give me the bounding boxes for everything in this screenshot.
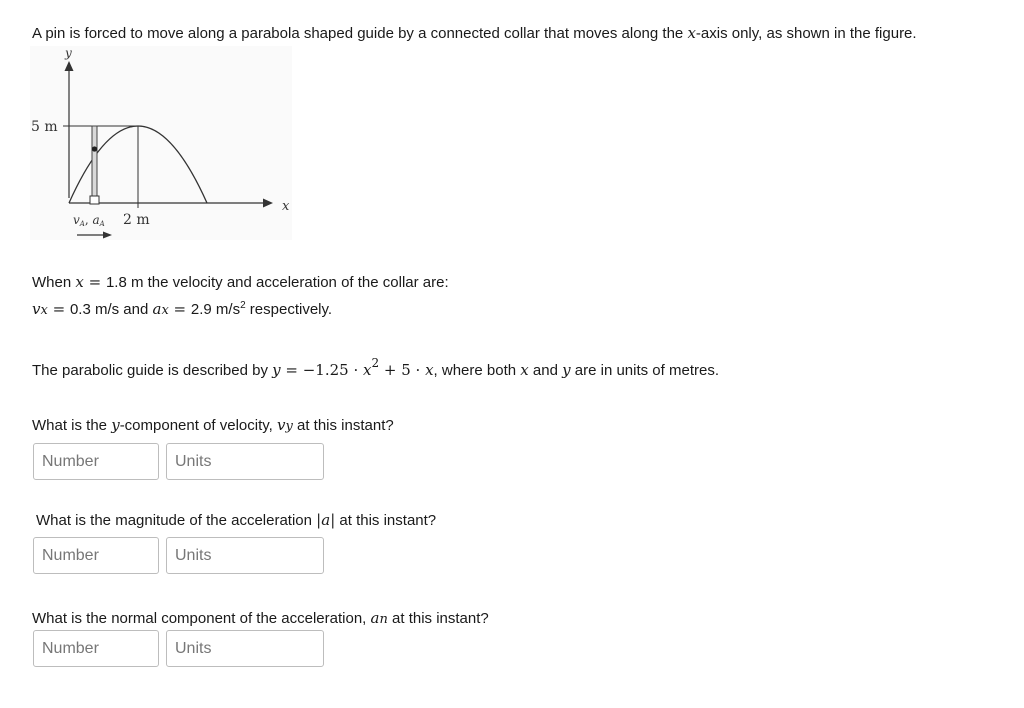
guide-var-y: y xyxy=(272,361,281,379)
guide-and: and xyxy=(528,362,563,379)
an-number-input[interactable] xyxy=(33,630,159,667)
height-label: 5 m xyxy=(31,119,58,135)
vx-value: 0.3 m/s and xyxy=(69,301,153,318)
guide-var-x3: x xyxy=(520,361,529,379)
collar-motion-label: vA, aA xyxy=(73,213,105,228)
collar-rod xyxy=(92,126,97,200)
an-symbol: a xyxy=(370,609,380,627)
accel-symbol: a xyxy=(321,511,331,529)
accel-units-input[interactable] xyxy=(166,537,324,574)
guide-exponent: 2 xyxy=(371,356,380,370)
abs-bar-right: | xyxy=(330,511,336,529)
guide-var-y2: y xyxy=(562,361,571,379)
y-axis-label: y xyxy=(65,46,72,60)
ax-exponent: 2 xyxy=(240,300,246,311)
question-normal-accel xyxy=(32,609,489,627)
pin xyxy=(92,146,97,151)
guide-var-x: x xyxy=(363,361,372,379)
question-text: What is the xyxy=(32,417,112,434)
given-tail: respectively. xyxy=(245,301,333,318)
collar-motion-arrow-icon xyxy=(103,232,112,239)
collar xyxy=(90,196,99,204)
x-axis-label: x xyxy=(282,199,290,214)
y-axis-arrow-icon xyxy=(65,61,74,71)
guide-text: The parabolic guide is described by xyxy=(32,362,273,379)
question-vy xyxy=(32,416,394,434)
given-line-2 xyxy=(32,300,332,318)
question-text-end: at this instant? xyxy=(292,417,394,434)
ax-equals: = xyxy=(168,300,191,318)
guide-text-2: , where both xyxy=(433,362,521,379)
given-text: When xyxy=(32,274,76,291)
an-subscript: n xyxy=(379,612,388,627)
guide-linear-term: + 5 · xyxy=(379,361,426,379)
guide-coefficient: = −1.25 · xyxy=(280,361,364,379)
x-axis-arrow-icon xyxy=(263,199,273,208)
intro-text: A pin is forced to move along a parabola shaped guide by a connected collar that moves along the xyxy=(32,25,688,42)
question-var-y: y xyxy=(111,416,120,434)
question-text-end: at this instant? xyxy=(335,512,437,529)
vx-subscript: x xyxy=(40,303,48,318)
vy-symbol: v xyxy=(276,416,286,434)
given-var-x: x xyxy=(75,273,84,291)
vy-number-input[interactable] xyxy=(33,443,159,480)
accel-number-input[interactable] xyxy=(33,537,159,574)
width-label: 2 m xyxy=(123,212,150,228)
given-line-1 xyxy=(32,273,449,291)
parabola-figure xyxy=(30,46,292,240)
given-equals: = xyxy=(83,273,106,291)
ax-subscript: x xyxy=(161,303,169,318)
intro-text-end: -axis only, as shown in the figure. xyxy=(695,25,917,42)
given-text-end: 1.8 m the velocity and acceleration of the collar are: xyxy=(105,274,449,291)
question-text: What is the magnitude of the acceleration xyxy=(36,512,317,529)
question-text-end: at this instant? xyxy=(387,610,489,627)
ax-symbol: a xyxy=(152,300,162,318)
guide-equation-line xyxy=(32,356,719,379)
problem-intro xyxy=(32,24,917,42)
an-units-input[interactable] xyxy=(166,630,324,667)
guide-var-x2: x xyxy=(425,361,434,379)
vx-symbol: v xyxy=(32,300,41,318)
question-accel-magnitude xyxy=(36,511,436,529)
question-text-2: -component of velocity, xyxy=(119,417,277,434)
abs-bar-left: | xyxy=(316,511,322,529)
vy-subscript: y xyxy=(285,419,293,434)
intro-var-x: x xyxy=(687,24,696,42)
vx-equals: = xyxy=(47,300,70,318)
vy-units-input[interactable] xyxy=(166,443,324,480)
guide-text-end: are in units of metres. xyxy=(570,362,719,379)
ax-value: 2.9 m/s xyxy=(190,301,241,318)
question-text: What is the normal component of the acceleration, xyxy=(32,610,371,627)
